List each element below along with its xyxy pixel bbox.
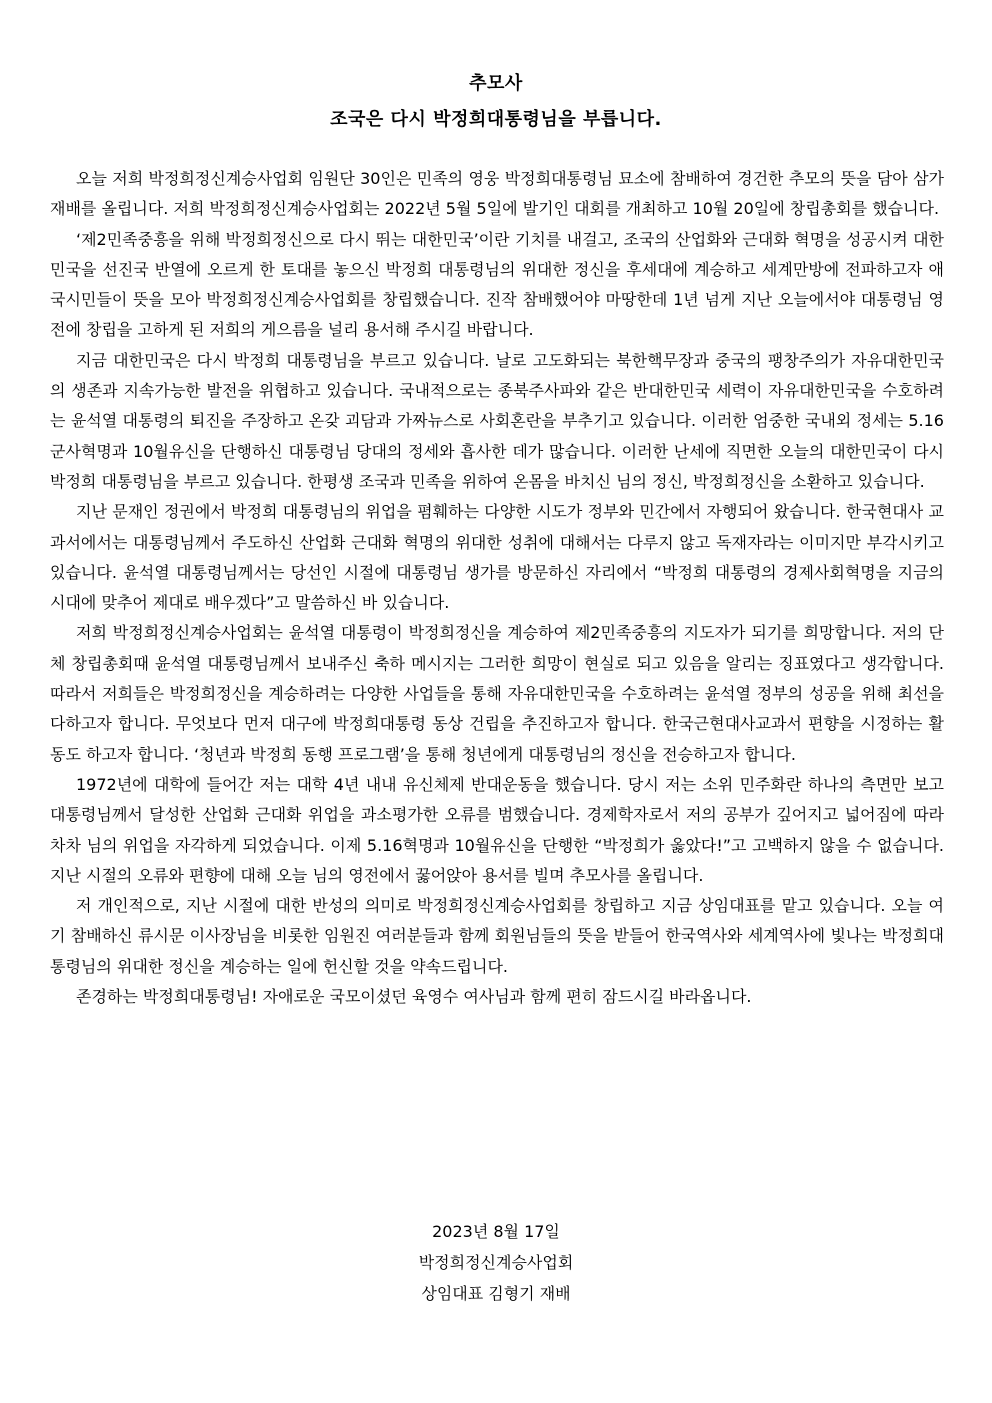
signature-signer: 상임대표 김형기 재배 [421, 1284, 571, 1303]
title-block [0, 66, 992, 138]
signature-date: 2023년 8월 17일 [432, 1222, 560, 1241]
paragraph-2: ‘제2민족중흥을 위해 박정희정신으로 다시 뛰는 대한민국’이란 기치를 내걸고, 조국의 산업화와 근대화 혁명을 성공시켜 대한민국을 선진국 반열에 오르게 한 토대를 놓으신 박정희 대통령님의 위대한 정신을 후세대에 계승하고 세계만방에 전파하고자 애국시민들이 뜻을 모아 박정희정신계승사업회를 창립했습니다. 진작 참배했어야 마땅한데 1년 넘게 지난 오늘에서야 대통령님 영전에 창립을 고하게 된 저희의 게으름을 널리 용서해 주시길 바랍니다. [50, 229, 944, 340]
signature-organization: 박정희정신계승사업회 [418, 1253, 574, 1272]
paragraph-7: 저 개인적으로, 지난 시절에 대한 반성의 의미로 박정희정신계승사업회를 창립하고 지금 상임대표를 맡고 있습니다. 오늘 여기 참배하신 류시문 이사장님을 비롯한 임원진 여러분들과 함께 회원님들의 뜻을 받들어 한국역사와 세계역사에 빛나는 박정희대통령님의 위대한 정신을 계승하는 일에 헌신할 것을 약속드립니다. [50, 896, 944, 976]
paragraph-5: 저희 박정희정신계승사업회는 윤석열 대통령이 박정희정신을 계승하여 제2민족중흥의 지도자가 되기를 희망합니다. 저의 단체 창립총회때 윤석열 대통령님께서 보내주신 축하 메시지는 그러한 희망이 현실로 되고 있음을 알리는 징표였다고 생각합니다. 따라서 저희들은 박정희정신을 계승하려는 다양한 사업들을 통해 자유대한민국을 수호하려는 윤석열 정부의 성공을 위해 최선을 다하고자 합니다. 무엇보다 먼저 대구에 박정희대통령 동상 건립을 추진하고자 합니다. 한국근현대사교과서 편향을 시정하는 활동도 하고자 합니다. ‘청년과 박정희 동행 프로그램’을 통해 청년에게 대통령님의 정신을 전승하고자 합니다. [50, 623, 944, 764]
paragraph-8: 존경하는 박정희대통령님! 자애로운 국모이셨던 육영수 여사님과 함께 편히 잠드시길 바라옵니다. [76, 987, 752, 1007]
document-title: 추모사 [469, 73, 523, 94]
paragraph-6: 1972년에 대학에 들어간 저는 대학 4년 내내 유신체제 반대운동을 했습니다. 당시 저는 소위 민주화란 하나의 측면만 보고 대통령님께서 달성한 산업화 근대화 위업을 과소평가한 오류를 범했습니다. 경제학자로서 저의 공부가 깊어지고 넓어짐에 따라 차차 님의 위업을 자각하게 되었습니다. 이제 5.16혁명과 10월유신을 단행한 “박정희가 옳았다!”고 고백하지 않을 수 없습니다. 지난 시절의 오류와 편향에 대해 오늘 님의 영전에서 꿇어앉아 용서를 빌며 추모사를 올립니다. [50, 774, 944, 885]
document-subtitle: 조국은 다시 박정희대통령님을 부릅니다. [330, 109, 662, 130]
paragraph-1: 오늘 저희 박정희정신계승사업회 임원단 30인은 민족의 영웅 박정희대통령님 묘소에 참배하여 경건한 추모의 뜻을 담아 삼가 재배를 올립니다. 저희 박정희정신계승사업회는 2022년 5월 5일에 발기인 대회를 개최하고 10월 20일에 창립총회를 했습니다. [50, 169, 944, 219]
paragraph-3: 지금 대한민국은 다시 박정희 대통령님을 부르고 있습니다. 날로 고도화되는 북한핵무장과 중국의 팽창주의가 자유대한민국의 생존과 지속가능한 발전을 위협하고 있습니다. 국내적으로는 종북주사파와 같은 반대한민국 세력이 자유대한민국을 수호하려는 윤석열 대통령의 퇴진을 주장하고 온갖 괴담과 가짜뉴스로 사회혼란을 부추기고 있습니다. 이러한 엄중한 국내외 정세는 5.16군사혁명과 10월유신을 단행하신 대통령님 당대의 정세와 흡사한 데가 많습니다. 이러한 난세에 직면한 오늘의 대한민국이 다시 박정희 대통령님을 부르고 있습니다. 한평생 조국과 민족을 위하여 온몸을 바치신 님의 정신, 박정희정신을 소환하고 있습니다. [50, 350, 944, 491]
signature-block [0, 1216, 992, 1309]
document-body [50, 164, 944, 1012]
paragraph-4: 지난 문재인 정권에서 박정희 대통령님의 위업을 폄훼하는 다양한 시도가 정부와 민간에서 자행되어 왔습니다. 한국현대사 교과서에서는 대통령님께서 주도하신 산업화 근대화 혁명의 위대한 성취에 대해서는 다루지 않고 독재자라는 이미지만 부각시키고 있습니다. 윤석열 대통령님께서는 당선인 시절에 대통령님 생가를 방문하신 자리에서 “박정희 대통령의 경제사회혁명을 지금의 시대에 맞추어 제대로 배우겠다”고 말씀하신 바 있습니다. [50, 502, 944, 613]
